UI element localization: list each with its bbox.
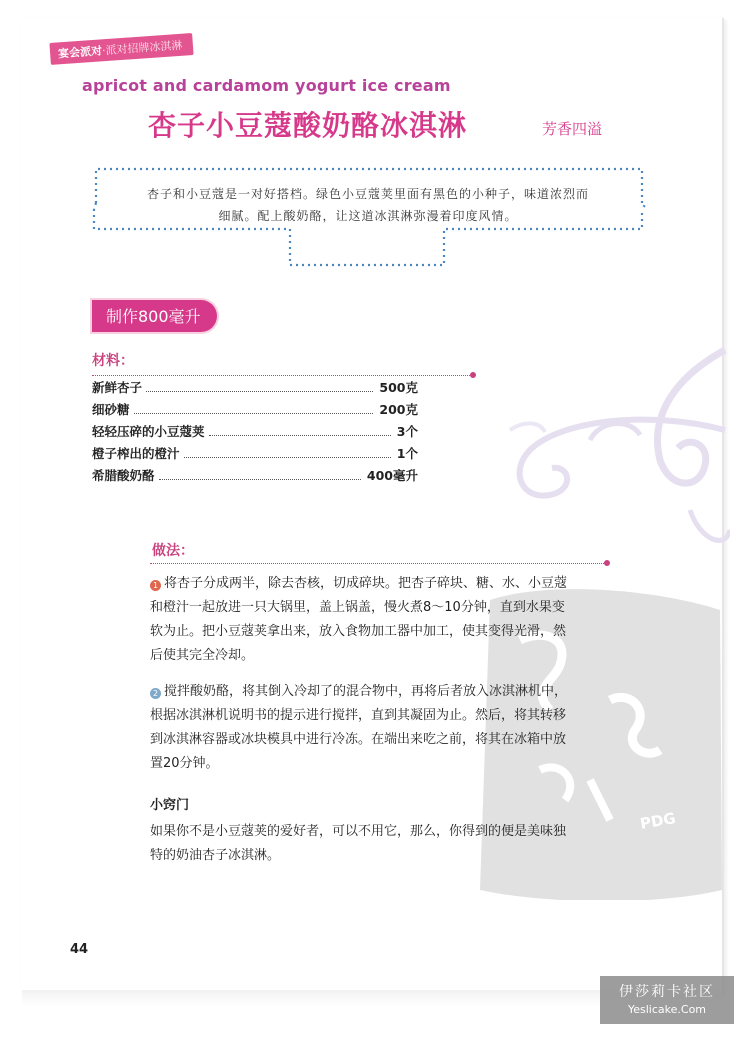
ingredient-row <box>92 466 418 488</box>
ingredient-row <box>92 422 418 444</box>
step-2-bullet-icon: 2 <box>150 688 161 699</box>
title-subtitle: 芳香四溢 <box>542 120 603 138</box>
ingredient-row <box>92 378 418 400</box>
step-1-text: 将杏子分成两半，除去杏核，切成碎块。把杏子碎块、糖、水、小豆蔻和橙汁一起放进一只大锅里，盖上锅盖，慢火煮8～10分钟，直到水果变软为止。把小豆蔻荚拿出来，放入食物加工器中加工，使其变得光滑，然后使其完全冷却。 <box>150 576 568 663</box>
yield-badge: 制作800毫升 <box>92 300 217 332</box>
tip-text: 如果你不是小豆蔻荚的爱好者，可以不用它，那么，你得到的便是美味独特的奶油杏子冰淇淋。 <box>150 824 567 863</box>
step-1-bullet-icon: 1 <box>150 580 161 591</box>
tip-heading: 小窍门 <box>150 798 190 813</box>
ingredient-row <box>92 444 418 466</box>
ingredients-list <box>92 378 418 488</box>
method-step-2 <box>150 680 570 776</box>
ingredient-row <box>92 400 418 422</box>
ingredient-name: 轻轻压碎的小豆蔻荚 <box>92 424 205 439</box>
chinese-title: 杏子小豆蔻酸奶酪冰淇淋 <box>148 109 468 142</box>
page-number: 44 <box>70 942 89 957</box>
ingredient-name: 橙子榨出的橙汁 <box>92 446 180 461</box>
ingredient-amount: 3个 <box>396 424 418 439</box>
intro-line-2: 细腻。配上酸奶酪，让这道冰淇淋弥漫着印度风情。 <box>218 209 518 223</box>
intro-line-1: 杏子和小豆蔻是一对好搭档。绿色小豆蔻荚里面有黑色的小种子，味道浓烈而 <box>146 187 589 201</box>
watermark-line-1: 伊莎莉卡社区 <box>619 984 715 1000</box>
site-watermark <box>600 976 734 1024</box>
section-tag-main: 宴会派对 <box>57 44 103 61</box>
english-title: apricot and cardamom yogurt ice cream <box>82 76 451 95</box>
method-step-1 <box>150 572 570 668</box>
ingredient-amount: 1个 <box>396 446 418 461</box>
method-heading: 做法： <box>152 543 194 559</box>
ingredients-heading: 材料： <box>92 353 134 369</box>
swirl-ornament <box>500 340 730 570</box>
ingredient-name: 希腊酸奶酪 <box>92 468 155 483</box>
ingredient-name: 新鲜杏子 <box>92 380 143 395</box>
ingredient-name: 细砂糖 <box>92 402 130 417</box>
method-divider <box>150 563 606 564</box>
ingredient-amount: 200克 <box>379 402 418 417</box>
stamp-label: PDG <box>638 809 678 833</box>
ingredients-divider <box>92 375 472 376</box>
step-2-text: 搅拌酸奶酪，将其倒入冷却了的混合物中，再将后者放入冰淇淋机中，根据冰淇淋机说明书的提示进行搅拌，直到其凝固为止。然后，将其转移到冰淇淋容器或冰块模具中进行冷冻。在端出来吃之前，将其在冰箱中放置20分钟。 <box>150 684 568 771</box>
watermark-line-2: Yeslicake.Com <box>627 1003 707 1016</box>
ingredient-amount: 500克 <box>379 380 418 395</box>
ingredient-amount: 400毫升 <box>366 468 418 483</box>
section-tag-sub: ·派对招牌冰淇淋 <box>101 38 183 58</box>
intro-text <box>104 183 632 227</box>
